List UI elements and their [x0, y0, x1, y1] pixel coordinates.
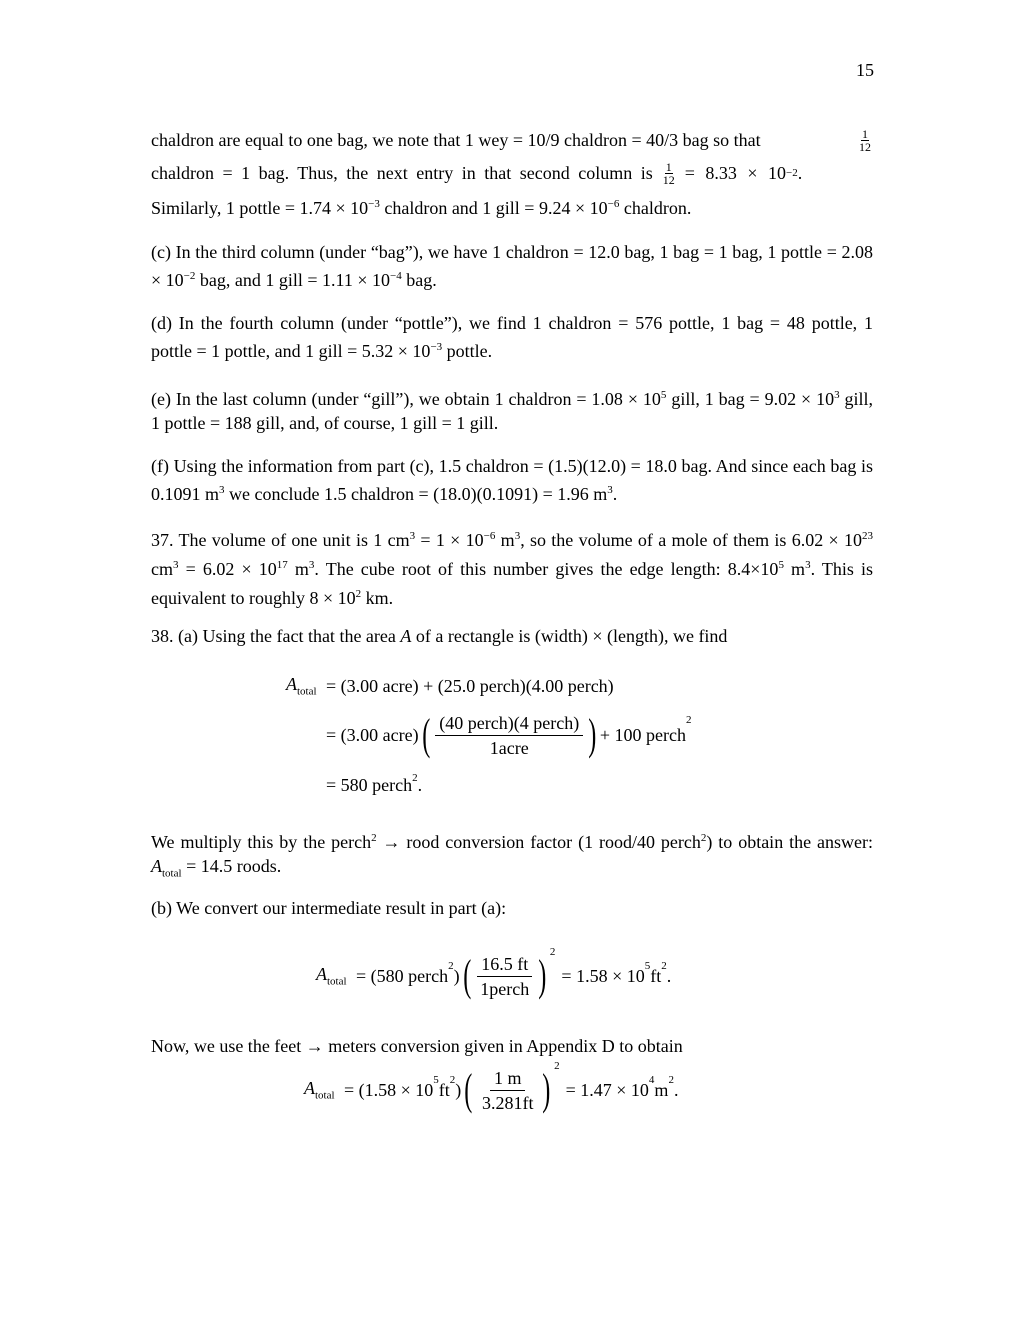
- fraction: 1 12: [859, 126, 871, 154]
- page-number: 15: [856, 60, 874, 80]
- equation-area-total: $A_{total}$ = (3.00 acre) + (25.0 perch)(4.00 perch) = (3.00 acre) ( $\frac{\text{(40 perch)(4 perch)}}{\text{1acre}}$ ) + 100 perch $^2$ = 580 perch $^2$ .: [286, 674, 692, 795]
- paragraph-38b: (b) We convert our intermediate result in part (a):: [151, 898, 507, 918]
- fraction: $\frac{1}{12}$: [662, 159, 675, 187]
- equation-area-feet: $A_{total}$ = (580 perch $^2$ ) ( $\frac{16.5 ft}{\text{1perch}}$ ) $^2$ = 1.58 × 10 $^5$ ft $^2$ .: [316, 946, 672, 1000]
- paragraph-37: 37. The volume of one unit is 1 $cm^3 = 1 \times 10^{-6}$ $m^3$, so the volume of a mole of them is $6.02 \times 10^{23}$ $cm^3 = 6.02 \times 10^{17}$ $m^3$. The cube root of this number gives the edge length: $8.4\times 10^5$ $m^3$. This is equivalent to roughly $8 \times 10^2$ km.: [151, 530, 873, 608]
- paragraph-c: (c) In the third column (under “bag”), we have 1 chaldron = 12.0 bag, 1 bag = 1 bag, 1 pottle = $2.08 \times 10^{-2}$ bag, and 1 gill = $1.11 \times 10^{-4}$ bag.: [151, 242, 873, 290]
- paragraph-b-continuation: chaldron are equal to one bag, we note that 1 wey = 10/9 chaldron = 40/3 bag so that 1 12 chaldron = 1 bag. Thus, the next entry in that second column is $\frac{1}{12}$ = 8.33 × 10 −2 . Similarly, 1 pottle = $1.74 \times 10^{-3}$ chaldron and 1 gill = $9.24 \times 10^{-6}$ chaldron.: [151, 126, 871, 218]
- paragraph-now: Now, we use the feet → meters conversion given in Appendix D to obtain: [151, 1036, 683, 1056]
- equation-area-meters: $A_{total}$ = (1.58 × 10 $^5$ ft $^2$ ) ( $\frac{1 m}{3.281ft}$ ) $^2$ = 1.47 × 10 $^4$ m $^2$ .: [304, 1060, 679, 1114]
- text-line: chaldron are equal to one bag, we note that 1 wey = 10/9 chaldron = 40/3 bag so that: [151, 130, 761, 150]
- paragraph-e: (e) In the last column (under “gill”), we obtain 1 chaldron = $1.08 \times 10^5$ gill, 1 bag = $9.02 \times 10^3$ gill, 1 pottle = 188 gill, and, of course, 1 gill = 1 gill.: [151, 389, 873, 433]
- paragraph-38a: 38. (a) Using the fact that the area A of a rectangle is (width) × (length), we find: [151, 626, 728, 646]
- paragraph-f: (f) Using the information from part (c), 1.5 chaldron = (1.5)(12.0) = 18.0 bag. And since each bag is 0.1091 $m^3$ we conclude 1.5 chaldron = (18.0)(0.1091) = 1.96 $m^3$.: [151, 456, 873, 504]
- text-line: chaldron = 1 bag. Thus, the next entry in that second column is: [151, 163, 653, 183]
- paragraph-d: (d) In the fourth column (under “pottle”), we find 1 chaldron = 576 pottle, 1 bag = 48 pottle, 1 pottle = 1 pottle, and 1 gill = $5.32 \times 10^{-3}$ pottle.: [151, 313, 873, 361]
- paragraph-multiply: We multiply this by the perch$^2$ → rood conversion factor (1 rood/40 perch$^2$) to obtain the answer: $A_{total} = 14.5$ roods.: [151, 832, 873, 880]
